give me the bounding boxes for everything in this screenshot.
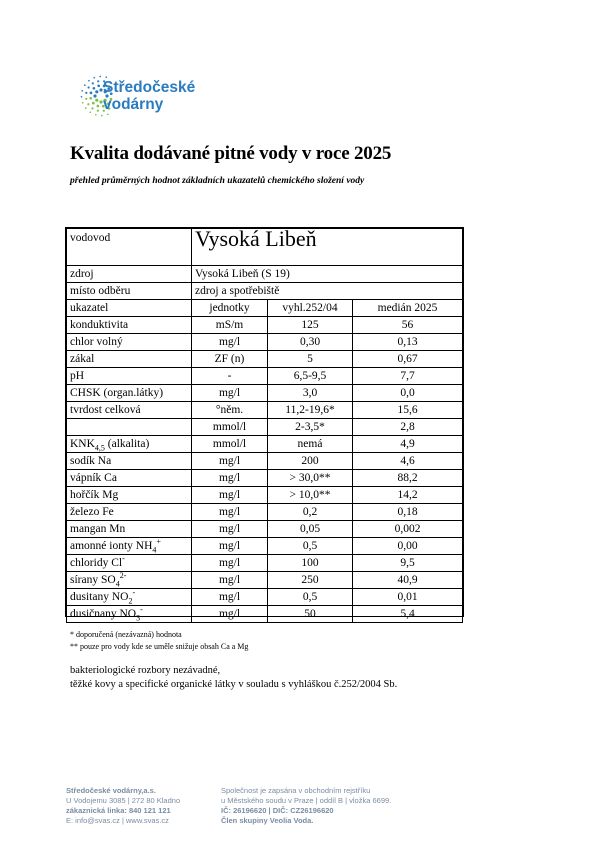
zdroj-label: zdroj bbox=[67, 266, 192, 283]
table-row bbox=[67, 351, 463, 368]
parameter-limit: 250 bbox=[268, 572, 353, 589]
parameter-median: 5,4 bbox=[353, 606, 463, 623]
parameter-name-text: železo Fe bbox=[70, 505, 114, 518]
parameter-name bbox=[67, 385, 192, 402]
misto-label: místo odběru bbox=[67, 283, 192, 300]
logo-dot bbox=[97, 105, 100, 108]
parameter-limit: 200 bbox=[268, 453, 353, 470]
parameter-median: 0,01 bbox=[353, 589, 463, 606]
parameter-name bbox=[67, 487, 192, 504]
parameter-name-text: hořčík Mg bbox=[70, 488, 119, 501]
parameter-limit: 125 bbox=[268, 317, 353, 334]
logo-dot bbox=[95, 114, 97, 116]
footer-registry-line-4: Člen skupiny Veolia Voda. bbox=[221, 816, 314, 825]
table-row bbox=[67, 436, 463, 453]
parameter-median: 88,2 bbox=[353, 470, 463, 487]
table-row bbox=[67, 317, 463, 334]
table-row bbox=[67, 402, 463, 419]
parameter-name bbox=[67, 504, 192, 521]
parameter-name-text: konduktivita bbox=[70, 318, 129, 331]
logo-dot bbox=[92, 82, 94, 84]
parameter-median: 0,67 bbox=[353, 351, 463, 368]
logo-dot bbox=[95, 99, 98, 102]
parameter-unit: °něm. bbox=[192, 402, 268, 419]
parameter-unit: mg/l bbox=[192, 572, 268, 589]
footer-email: E: info@svas.cz | www.svas.cz bbox=[66, 816, 169, 825]
parameter-name bbox=[67, 606, 192, 623]
parameter-median: 4,9 bbox=[353, 436, 463, 453]
parameter-limit: 2-3,5* bbox=[268, 419, 353, 436]
parameter-unit: mg/l bbox=[192, 521, 268, 538]
parameter-unit: mg/l bbox=[192, 504, 268, 521]
parameter-unit: mg/l bbox=[192, 555, 268, 572]
parameter-superscript: - bbox=[122, 553, 125, 563]
parameter-median: 56 bbox=[353, 317, 463, 334]
parameter-limit: 0,2 bbox=[268, 504, 353, 521]
footnote-2: ** pouze pro vody kde se uměle snižuje obsah Ca a Mg bbox=[70, 642, 249, 651]
table-row bbox=[67, 470, 463, 487]
parameter-name bbox=[67, 453, 192, 470]
parameter-limit: 3,0 bbox=[268, 385, 353, 402]
parameter-name-text: KNK bbox=[70, 437, 95, 450]
table-row-vodovod bbox=[67, 229, 463, 266]
logo-dot bbox=[87, 103, 89, 105]
parameter-median: 40,9 bbox=[353, 572, 463, 589]
footnote-1: * doporučená (nezávazná) hodnota bbox=[70, 630, 182, 639]
table-row bbox=[67, 572, 463, 589]
logo-dot bbox=[85, 98, 87, 100]
parameter-unit: mg/l bbox=[192, 334, 268, 351]
header-limit: vyhl.252/04 bbox=[268, 300, 353, 317]
footer-address: U Vodojemu 3085 | 272 80 Kladno bbox=[66, 796, 181, 805]
logo-dot bbox=[88, 80, 90, 82]
table-row bbox=[67, 385, 463, 402]
parameter-unit: mg/l bbox=[192, 538, 268, 555]
parameter-name-text: zákal bbox=[70, 352, 95, 365]
zdroj-value: Vysoká Libeň (S 19) bbox=[192, 266, 463, 283]
parameter-unit: mg/l bbox=[192, 589, 268, 606]
logo-dot bbox=[97, 110, 99, 112]
parameter-name bbox=[67, 470, 192, 487]
misto-value: zdroj a spotřebiště bbox=[192, 283, 463, 300]
logo-dot bbox=[90, 92, 93, 95]
parameter-limit: 0,05 bbox=[268, 521, 353, 538]
parameter-name-text: chlor volný bbox=[70, 335, 123, 348]
parameter-name-text: chloridy Cl bbox=[70, 556, 123, 569]
parameter-suffix: (alkalita) bbox=[104, 437, 150, 450]
header-ukazatel: ukazatel bbox=[67, 300, 192, 317]
table-row bbox=[67, 453, 463, 470]
parameter-unit: mg/l bbox=[192, 453, 268, 470]
footer-hotline: zákaznická linka: 840 121 121 bbox=[66, 806, 171, 815]
table-row bbox=[67, 589, 463, 606]
footer-company-name: Středočeské vodárny,a.s. bbox=[66, 786, 156, 795]
logo-line-2: vodárny bbox=[103, 96, 164, 113]
table-row bbox=[67, 368, 463, 385]
parameter-name bbox=[67, 351, 192, 368]
logo-dot bbox=[82, 102, 84, 104]
bacteria-statement bbox=[70, 664, 397, 692]
logo-dot bbox=[105, 76, 107, 78]
logo-dot bbox=[92, 102, 95, 105]
parameter-unit: mg/l bbox=[192, 606, 268, 623]
vodovod-value: Vysoká Libeň bbox=[192, 229, 463, 266]
page-subtitle: přehled průměrných hodnot základních ukazatelů chemického složení vody bbox=[70, 176, 365, 186]
parameter-unit: mg/l bbox=[192, 470, 268, 487]
parameter-median: 0,18 bbox=[353, 504, 463, 521]
table-row bbox=[67, 334, 463, 351]
parameter-median: 2,8 bbox=[353, 419, 463, 436]
parameter-subscript: 4 bbox=[152, 544, 157, 554]
parameter-name-text: amonné ionty NH bbox=[70, 539, 153, 552]
parameter-superscript: 2- bbox=[119, 570, 127, 580]
parameter-unit: mg/l bbox=[192, 487, 268, 504]
parameter-subscript: 2 bbox=[128, 595, 133, 605]
parameter-name-text: tvrdost celková bbox=[70, 403, 141, 416]
logo-dot bbox=[93, 77, 95, 79]
logo-dot bbox=[93, 94, 96, 97]
parameter-limit: 0,30 bbox=[268, 334, 353, 351]
parameter-unit: - bbox=[192, 368, 268, 385]
parameter-subscript: 4,5 bbox=[94, 442, 105, 452]
logo-dot bbox=[107, 113, 109, 115]
table-row-misto bbox=[67, 283, 463, 300]
parameter-name bbox=[67, 334, 192, 351]
logo-dot bbox=[93, 87, 96, 90]
parameter-median: 4,6 bbox=[353, 453, 463, 470]
logo-dot bbox=[85, 92, 87, 94]
table-row bbox=[67, 504, 463, 521]
footer-registry-line-1: Společnost je zapsána v obchodním rejstříku bbox=[221, 786, 371, 795]
parameter-limit: 0,5 bbox=[268, 589, 353, 606]
parameter-limit: 5 bbox=[268, 351, 353, 368]
footer-company-info bbox=[66, 786, 180, 826]
logo-text bbox=[103, 79, 195, 113]
parameter-unit: mmol/l bbox=[192, 436, 268, 453]
parameter-name bbox=[67, 402, 192, 419]
table-row bbox=[67, 606, 463, 623]
logo-dot bbox=[85, 107, 87, 109]
table-row bbox=[67, 555, 463, 572]
parameter-limit: 50 bbox=[268, 606, 353, 623]
logo-dot bbox=[97, 80, 99, 82]
logo-dot bbox=[81, 96, 83, 98]
logo-dot bbox=[89, 97, 92, 100]
parameter-superscript: + bbox=[156, 536, 161, 546]
parameter-median: 0,002 bbox=[353, 521, 463, 538]
parameter-name-text: pH bbox=[70, 369, 85, 382]
table-row bbox=[67, 521, 463, 538]
bacteria-line-1: bakteriologické rozbory nezávadné, bbox=[70, 665, 221, 676]
parameter-name bbox=[67, 436, 192, 453]
vodovod-label: vodovod bbox=[67, 229, 192, 266]
parameter-median: 0,13 bbox=[353, 334, 463, 351]
parameter-median: 7,7 bbox=[353, 368, 463, 385]
parameter-name-text: vápník Ca bbox=[70, 471, 117, 484]
table-row bbox=[67, 419, 463, 436]
parameter-unit: mmol/l bbox=[192, 419, 268, 436]
table-row-zdroj bbox=[67, 266, 463, 283]
logo-line-1: Středočeské bbox=[103, 79, 196, 96]
water-quality-table bbox=[66, 228, 463, 623]
bacteria-line-2: těžké kovy a specifické organické látky v souladu s vyhláškou č.252/2004 Sb. bbox=[70, 679, 398, 690]
parameter-limit: 11,2-19,6* bbox=[268, 402, 353, 419]
parameter-name-text: dusitany NO bbox=[70, 590, 129, 603]
logo-dot bbox=[101, 115, 103, 117]
logo-dot bbox=[89, 111, 91, 113]
page-title: Kvalita dodávané pitné vody v roce 2025 bbox=[70, 143, 392, 164]
logo-dot bbox=[84, 84, 86, 86]
parameter-unit: mg/l bbox=[192, 385, 268, 402]
parameter-limit: 100 bbox=[268, 555, 353, 572]
parameter-superscript: - bbox=[132, 587, 136, 597]
parameter-name-text: CHSK (organ.látky) bbox=[70, 386, 164, 399]
parameter-name-text: sírany SO bbox=[70, 573, 116, 586]
table-row bbox=[67, 487, 463, 504]
parameter-superscript: - bbox=[140, 604, 143, 614]
parameter-name bbox=[67, 589, 192, 606]
parameter-name bbox=[67, 555, 192, 572]
logo-dot bbox=[99, 76, 101, 78]
parameter-limit: 0,5 bbox=[268, 538, 353, 555]
parameter-name bbox=[67, 368, 192, 385]
logo-dot bbox=[91, 107, 93, 109]
parameter-subscript: 3 bbox=[136, 612, 141, 622]
parameter-median: 14,2 bbox=[353, 487, 463, 504]
logo-dot bbox=[88, 86, 90, 88]
footer-registry-info bbox=[221, 786, 391, 826]
parameter-limit: 6,5-9,5 bbox=[268, 368, 353, 385]
parameter-name bbox=[67, 317, 192, 334]
parameter-median: 0,00 bbox=[353, 538, 463, 555]
parameter-subscript: 4 bbox=[115, 578, 120, 588]
table-header-row bbox=[67, 300, 463, 317]
parameter-unit: ZF (n) bbox=[192, 351, 268, 368]
parameter-limit: > 10,0** bbox=[268, 487, 353, 504]
parameter-name-text: mangan Mn bbox=[70, 522, 126, 535]
parameter-name bbox=[67, 419, 192, 436]
parameter-name-text: sodík Na bbox=[70, 454, 112, 467]
footer-registry-line-2: u Městského soudu v Praze | oddíl B | vložka 6699. bbox=[221, 796, 392, 805]
footer-registry-line-3: IČ: 26196620 | DIČ: CZ26196620 bbox=[221, 806, 334, 815]
parameter-median: 15,6 bbox=[353, 402, 463, 419]
logo-dot bbox=[97, 84, 100, 87]
parameter-name bbox=[67, 572, 192, 589]
header-jednotky: jednotky bbox=[192, 300, 268, 317]
parameter-name bbox=[67, 538, 192, 555]
footnotes bbox=[70, 629, 248, 653]
logo-dot bbox=[95, 90, 98, 93]
parameter-limit: > 30,0** bbox=[268, 470, 353, 487]
parameter-median: 9,5 bbox=[353, 555, 463, 572]
parameter-median: 0,0 bbox=[353, 385, 463, 402]
header-median: medián 2025 bbox=[353, 300, 463, 317]
logo-dot bbox=[81, 90, 83, 92]
parameter-name bbox=[67, 521, 192, 538]
parameter-name-text: dusičnany NO bbox=[70, 607, 137, 620]
parameter-limit: nemá bbox=[268, 436, 353, 453]
table-row bbox=[67, 538, 463, 555]
parameter-unit: mS/m bbox=[192, 317, 268, 334]
